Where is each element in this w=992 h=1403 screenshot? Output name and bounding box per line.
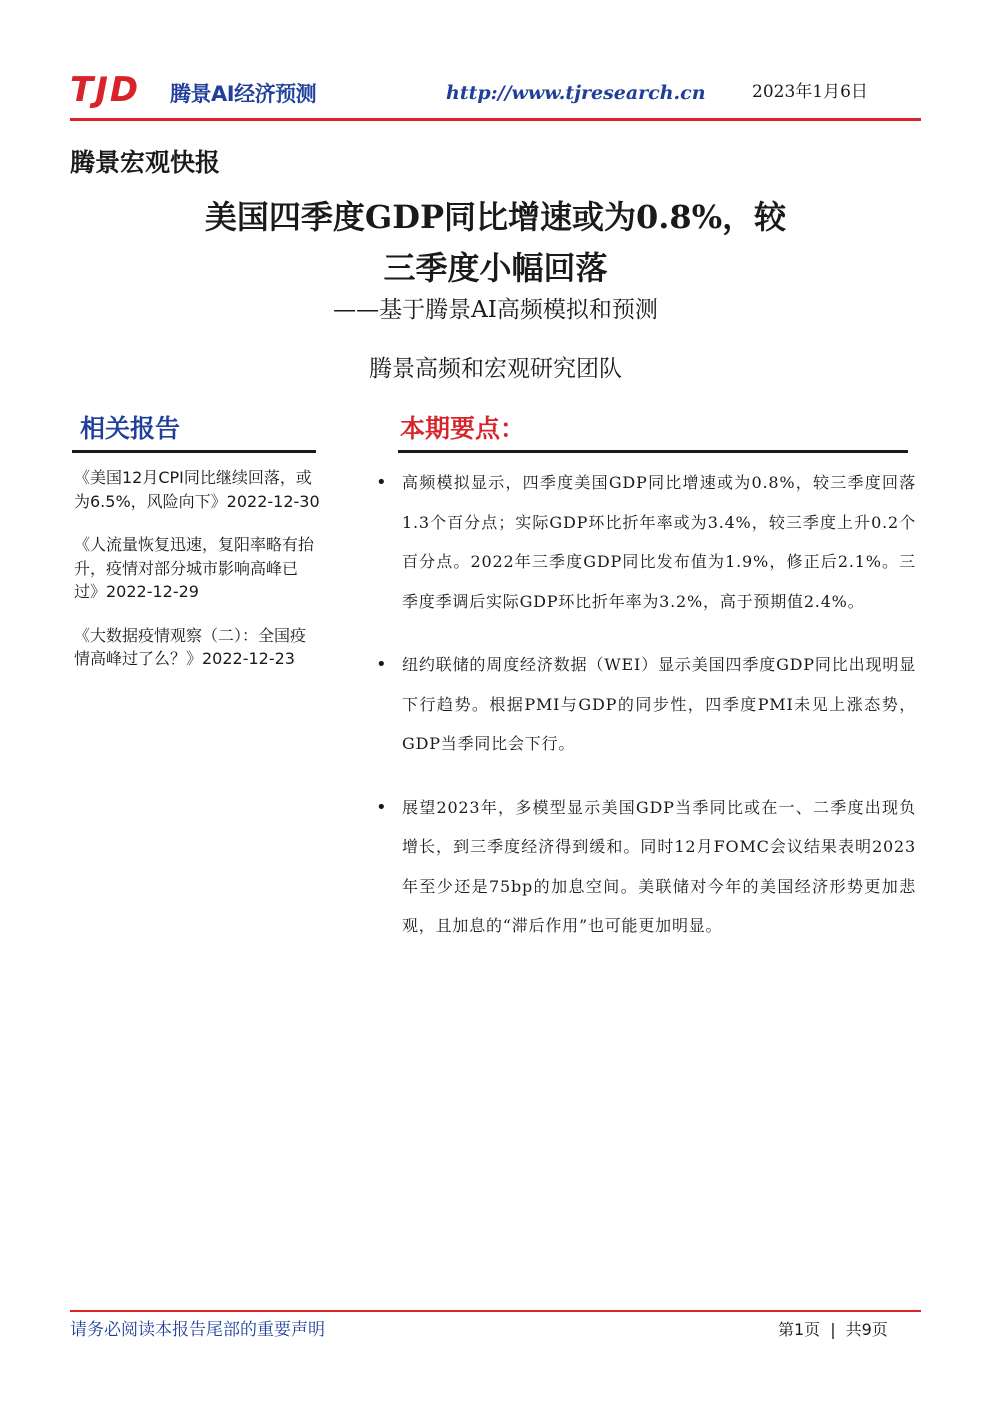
key-point-item <box>376 463 916 621</box>
title-line-1: 美国四季度GDP同比增速或为0.8%，较 <box>204 198 787 236</box>
report-main-title <box>70 192 921 294</box>
report-subtitle: ——基于腾景AI高频模拟和预测 <box>333 297 658 323</box>
related-report-item[interactable]: 《美国12月CPI同比继续回落，或为6.5%，风险向下》2022-12-30 <box>74 468 320 511</box>
company-logo-name: 腾景AI经济预测 <box>170 82 317 106</box>
bullet-icon: • <box>376 472 387 493</box>
key-point-text: 展望2023年，多模型显示美国GDP当季同比或在一、二季度出现负增长，到三季度经济得到缓和。同时12月FOMC会议结果表明2023年至少还是75bp的加息空间。美联储对今年的美国经济形势更加悲观，且加息的“滞后作用”也可能更加明显。 <box>402 797 916 935</box>
related-reports-heading: 相关报告 <box>80 414 181 443</box>
key-point-text: 高频模拟显示，四季度美国GDP同比增速或为0.8%，较三季度回落1.3个百分点；实际GDP环比折年率或为3.4%，较三季度上升0.2个百分点。2022年三季度GDP同比发布值为1.9%，修正后2.1%。三季度季调后实际GDP环比折年率为3.2%，高于预期值2.4%。 <box>402 473 916 611</box>
header-divider <box>70 118 921 121</box>
key-points-divider <box>398 450 908 453</box>
bullet-icon: • <box>376 654 387 675</box>
disclaimer-notice: 请务必阅读本报告尾部的重要声明 <box>70 1320 325 1340</box>
website-link[interactable]: http://www.tjresearch.cn <box>446 82 706 104</box>
page-indicator <box>778 1317 888 1343</box>
related-reports-list <box>74 466 320 691</box>
page-separator: | <box>830 1320 836 1339</box>
key-points-heading: 本期要点： <box>400 414 526 443</box>
footer-divider <box>70 1310 921 1312</box>
research-team: 腾景高频和宏观研究团队 <box>369 356 622 382</box>
page-current: 第1页 <box>778 1320 821 1339</box>
key-point-item <box>376 645 916 764</box>
page-total: 共9页 <box>845 1320 888 1339</box>
key-point-text: 纽约联储的周度经济数据（WEI）显示美国四季度GDP同比出现明显下行趋势。根据PMI与GDP的同步性，四季度PMI未见上涨态势，GDP当季同比会下行。 <box>402 655 916 753</box>
related-reports-divider <box>72 450 316 453</box>
related-report-item[interactable]: 《大数据疫情观察（二）：全国疫情高峰过了么？》2022-12-23 <box>74 625 307 668</box>
report-series-title: 腾景宏观快报 <box>70 148 221 177</box>
key-point-item <box>376 788 916 946</box>
related-report-item[interactable]: 《人流量恢复迅速，复阳率略有抬升，疫情对部分城市影响高峰已过》2022-12-29 <box>74 535 315 601</box>
key-points-list <box>376 463 916 970</box>
company-logo-mark: TJD <box>70 70 141 110</box>
title-line-2: 三季度小幅回落 <box>383 249 608 287</box>
bullet-icon: • <box>376 796 387 818</box>
report-date: 2023年1月6日 <box>752 82 868 102</box>
